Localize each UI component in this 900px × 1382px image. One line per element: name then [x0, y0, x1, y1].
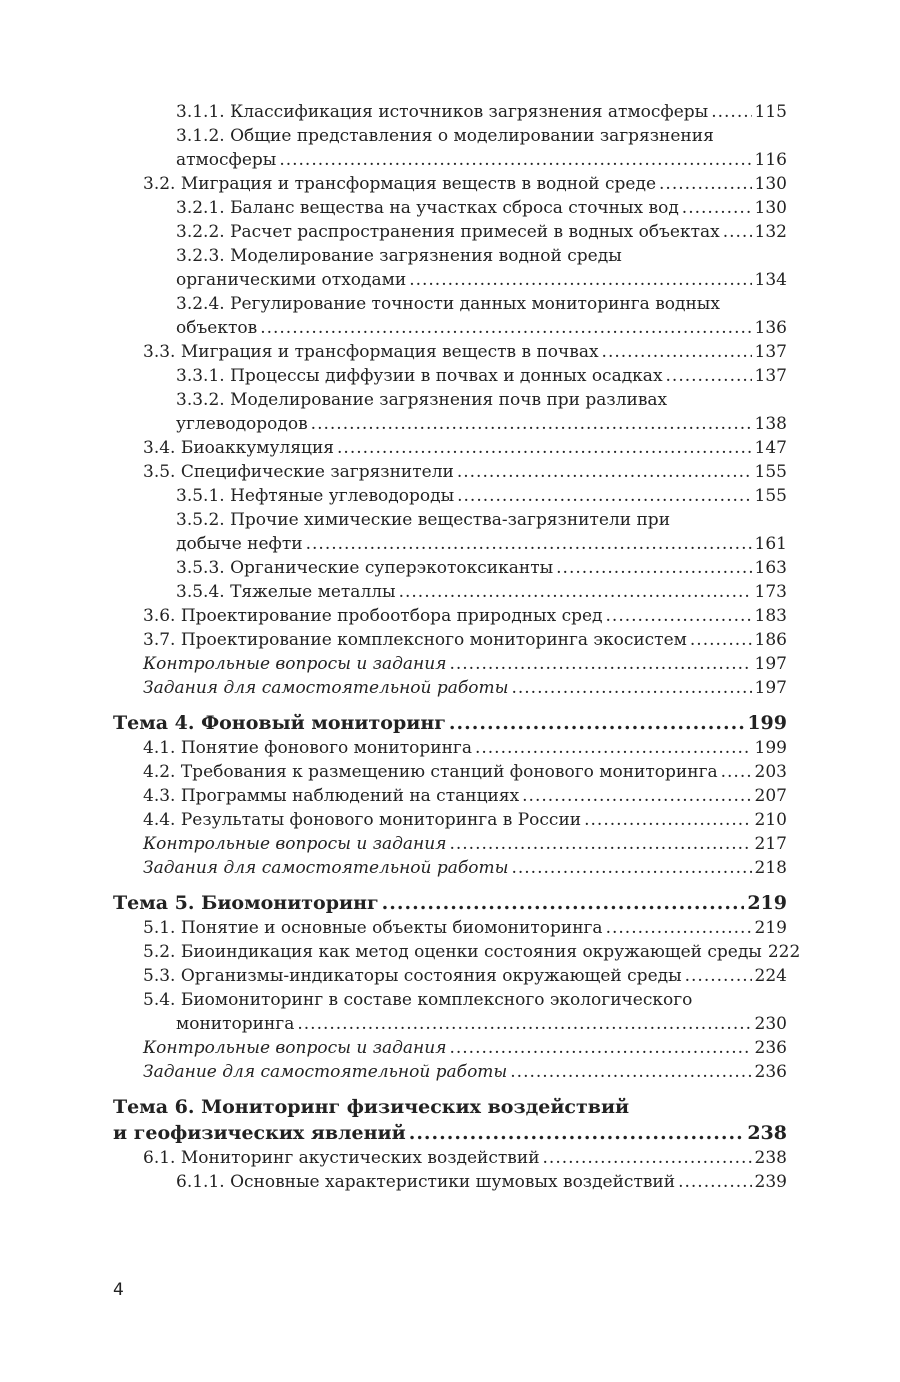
dot-leader — [678, 1170, 751, 1194]
toc-entry — [113, 1060, 787, 1084]
toc-entry-page: 238 — [747, 1122, 787, 1144]
toc-entry-title: углеводородов — [176, 414, 308, 434]
toc-entry-page: 239 — [754, 1172, 787, 1192]
table-of-contents — [113, 100, 801, 1194]
dot-leader — [511, 676, 751, 700]
toc-topic-heading — [113, 710, 787, 736]
toc-entry-page: 130 — [754, 174, 787, 194]
toc-entry-title: 4.3. Программы наблюдений на станциях — [143, 786, 520, 806]
toc-entry — [113, 784, 787, 808]
dot-leader — [543, 1146, 752, 1170]
toc-entry — [113, 124, 787, 172]
toc-entry — [113, 604, 787, 628]
toc-entry-title: Задания для самостоятельной работы — [143, 678, 509, 698]
toc-entry-title: 3.6. Проектирование пробоотбора природных сред — [143, 606, 603, 626]
toc-entry-page: 230 — [754, 1014, 787, 1034]
page-number: 4 — [113, 1280, 124, 1300]
dot-leader — [522, 784, 751, 808]
toc-entry-page: 217 — [754, 834, 787, 854]
toc-topic-heading — [113, 890, 787, 916]
toc-entry-page: 137 — [754, 342, 787, 362]
toc-entry-page: 219 — [747, 892, 787, 914]
dot-leader — [606, 604, 752, 628]
toc-entry-title-line1: 5.4. Биомониторинг в составе комплексного экологического — [143, 990, 693, 1010]
toc-entry — [113, 652, 787, 676]
toc-entry-title-line1: 3.3.2. Моделирование загрязнения почв при разливах — [176, 390, 668, 410]
dot-leader — [606, 916, 752, 940]
toc-entry — [113, 244, 787, 292]
dot-leader — [721, 760, 752, 784]
toc-entry-page: 116 — [754, 150, 787, 170]
toc-entry-title: органическими отходами — [176, 270, 407, 290]
toc-entry-page: 147 — [754, 438, 787, 458]
toc-entry-title: 3.2. Миграция и трансформация веществ в водной среде — [143, 174, 657, 194]
toc-entry — [113, 676, 787, 700]
dot-leader — [457, 484, 751, 508]
dot-leader — [449, 832, 751, 856]
toc-entry — [113, 916, 787, 940]
toc-entry — [113, 340, 787, 364]
toc-entry-title: Тема 4. Фоновый мониторинг — [113, 712, 446, 734]
toc-entry-title: 3.5.4. Тяжелые металлы — [176, 582, 396, 602]
toc-entry — [113, 628, 787, 652]
toc-entry-page: 210 — [754, 810, 787, 830]
toc-entry-page: 236 — [754, 1038, 787, 1058]
toc-entry-title: 3.7. Проектирование комплексного мониторинга экосистем — [143, 630, 687, 650]
toc-topic-heading — [113, 1094, 787, 1146]
toc-entry-title: Тема 5. Биомониторинг — [113, 892, 379, 914]
toc-entry-page: 132 — [754, 222, 787, 242]
dot-leader — [382, 890, 745, 916]
dot-leader — [584, 808, 751, 832]
toc-entry — [113, 100, 787, 124]
toc-entry — [113, 760, 787, 784]
dot-leader — [659, 172, 752, 196]
toc-entry-page: 222 — [767, 942, 801, 962]
toc-entry-page: 203 — [754, 762, 787, 782]
toc-entry-title: 5.1. Понятие и основные объекты биомониторинга — [143, 918, 603, 938]
toc-entry-page: 163 — [754, 558, 787, 578]
dot-leader — [602, 340, 752, 364]
dot-leader — [399, 580, 752, 604]
toc-entry-title: 5.2. Биоиндикация как метод оценки состояния окружающей среды — [143, 942, 762, 962]
dot-leader — [297, 1012, 751, 1036]
toc-entry — [113, 508, 787, 556]
toc-entry — [113, 988, 787, 1036]
toc-entry-title-line1: 3.5.2. Прочие химические вещества-загрязнители при — [176, 510, 671, 530]
toc-entry — [113, 964, 787, 988]
toc-entry-title: 3.2.2. Расчет распространения примесей в водных объектах — [176, 222, 720, 242]
dot-leader — [260, 316, 751, 340]
toc-entry-page: 155 — [754, 486, 787, 506]
toc-entry-title: 4.1. Понятие фонового мониторинга — [143, 738, 472, 758]
dot-leader — [690, 628, 752, 652]
toc-entry-page: 134 — [754, 270, 787, 290]
toc-entry-title: 4.4. Результаты фонового мониторинга в России — [143, 810, 582, 830]
toc-entry-title: мониторинга — [176, 1014, 295, 1034]
toc-entry — [113, 484, 787, 508]
toc-entry-title: и геофизических явлений — [113, 1122, 406, 1144]
toc-entry-page: 161 — [754, 534, 787, 554]
dot-leader — [682, 196, 752, 220]
toc-entry-title: добыче нефти — [176, 534, 303, 554]
toc-entry-title: 3.5. Специфические загрязнители — [143, 462, 454, 482]
toc-entry — [113, 460, 787, 484]
dot-leader — [449, 710, 744, 736]
dot-leader — [449, 652, 751, 676]
dot-leader — [685, 964, 752, 988]
toc-entry-title: 6.1. Мониторинг акустических воздействий — [143, 1148, 540, 1168]
toc-entry-page: 224 — [754, 966, 787, 986]
toc-entry-title: Контрольные вопросы и задания — [143, 834, 447, 854]
toc-entry-title: Задание для самостоятельной работы — [143, 1062, 508, 1082]
toc-entry-page: 137 — [754, 366, 787, 386]
toc-entry — [113, 808, 787, 832]
toc-entry-title: 3.5.1. Нефтяные углеводороды — [176, 486, 455, 506]
toc-entry-title: Контрольные вопросы и задания — [143, 1038, 447, 1058]
toc-entry-title: Задания для самостоятельной работы — [143, 858, 509, 878]
dot-leader — [711, 100, 751, 124]
dot-leader — [409, 1120, 745, 1146]
toc-entry-title: 5.3. Организмы-индикаторы состояния окружающей среды — [143, 966, 682, 986]
dot-leader — [409, 268, 751, 292]
dot-leader — [511, 856, 751, 880]
toc-entry — [113, 364, 787, 388]
toc-entry-title: объектов — [176, 318, 258, 338]
toc-entry — [113, 1170, 787, 1194]
toc-entry-page: 183 — [754, 606, 787, 626]
toc-entry-page: 218 — [754, 858, 787, 878]
toc-entry-title: 3.1.1. Классификация источников загрязнения атмосферы — [176, 102, 709, 122]
dot-leader — [279, 148, 751, 172]
toc-entry-title: 4.2. Требования к размещению станций фонового мониторинга — [143, 762, 718, 782]
dot-leader — [337, 436, 752, 460]
toc-entry — [113, 580, 787, 604]
dot-leader — [306, 532, 752, 556]
toc-entry-page: 219 — [754, 918, 787, 938]
toc-entry-title-line1: Тема 6. Мониторинг физических воздействий — [113, 1096, 630, 1118]
toc-entry — [113, 292, 787, 340]
toc-entry-page: 138 — [754, 414, 787, 434]
toc-entry-title: 3.4. Биоаккумуляция — [143, 438, 335, 458]
toc-entry-title: 3.2.1. Баланс вещества на участках сброса сточных вод — [176, 198, 679, 218]
toc-entry — [113, 436, 787, 460]
toc-entry-page: 236 — [754, 1062, 787, 1082]
toc-entry-title: атмосферы — [176, 150, 277, 170]
toc-entry — [113, 556, 787, 580]
toc-entry — [113, 1146, 787, 1170]
toc-entry-title: 6.1.1. Основные характеристики шумовых воздействий — [176, 1172, 676, 1192]
dot-leader — [457, 460, 752, 484]
toc-entry — [113, 1036, 787, 1060]
toc-entry-page: 130 — [754, 198, 787, 218]
toc-entry-page: 173 — [754, 582, 787, 602]
toc-entry — [113, 736, 787, 760]
toc-entry-title: 3.3.1. Процессы диффузии в почвах и донных осадках — [176, 366, 663, 386]
toc-entry — [113, 940, 801, 964]
toc-entry-title: Контрольные вопросы и задания — [143, 654, 447, 674]
toc-entry-page: 238 — [754, 1148, 787, 1168]
toc-entry-page: 136 — [754, 318, 787, 338]
dot-leader — [510, 1060, 751, 1084]
toc-entry — [113, 172, 787, 196]
toc-entry-page: 186 — [754, 630, 787, 650]
dot-leader — [556, 556, 751, 580]
toc-entry — [113, 832, 787, 856]
toc-entry-page: 199 — [754, 738, 787, 758]
toc-entry-page: 207 — [754, 786, 787, 806]
toc-entry — [113, 196, 787, 220]
toc-entry-page: 197 — [754, 654, 787, 674]
toc-entry-title-line1: 3.2.4. Регулирование точности данных мониторинга водных — [176, 294, 720, 314]
dot-leader — [449, 1036, 751, 1060]
toc-entry-page: 197 — [754, 678, 787, 698]
toc-entry — [113, 388, 787, 436]
dot-leader — [723, 220, 752, 244]
toc-entry-title: 3.3. Миграция и трансформация веществ в почвах — [143, 342, 599, 362]
toc-entry-page: 199 — [747, 712, 787, 734]
dot-leader — [311, 412, 752, 436]
toc-entry-title: 3.5.3. Органические суперэкотоксиканты — [176, 558, 554, 578]
dot-leader — [475, 736, 752, 760]
toc-entry-page: 115 — [754, 102, 787, 122]
dot-leader — [666, 364, 752, 388]
toc-entry — [113, 220, 787, 244]
toc-entry-page: 155 — [754, 462, 787, 482]
toc-entry-title-line1: 3.1.2. Общие представления о моделировании загрязнения — [176, 126, 714, 146]
toc-entry — [113, 856, 787, 880]
toc-entry-title-line1: 3.2.3. Моделирование загрязнения водной среды — [176, 246, 622, 266]
